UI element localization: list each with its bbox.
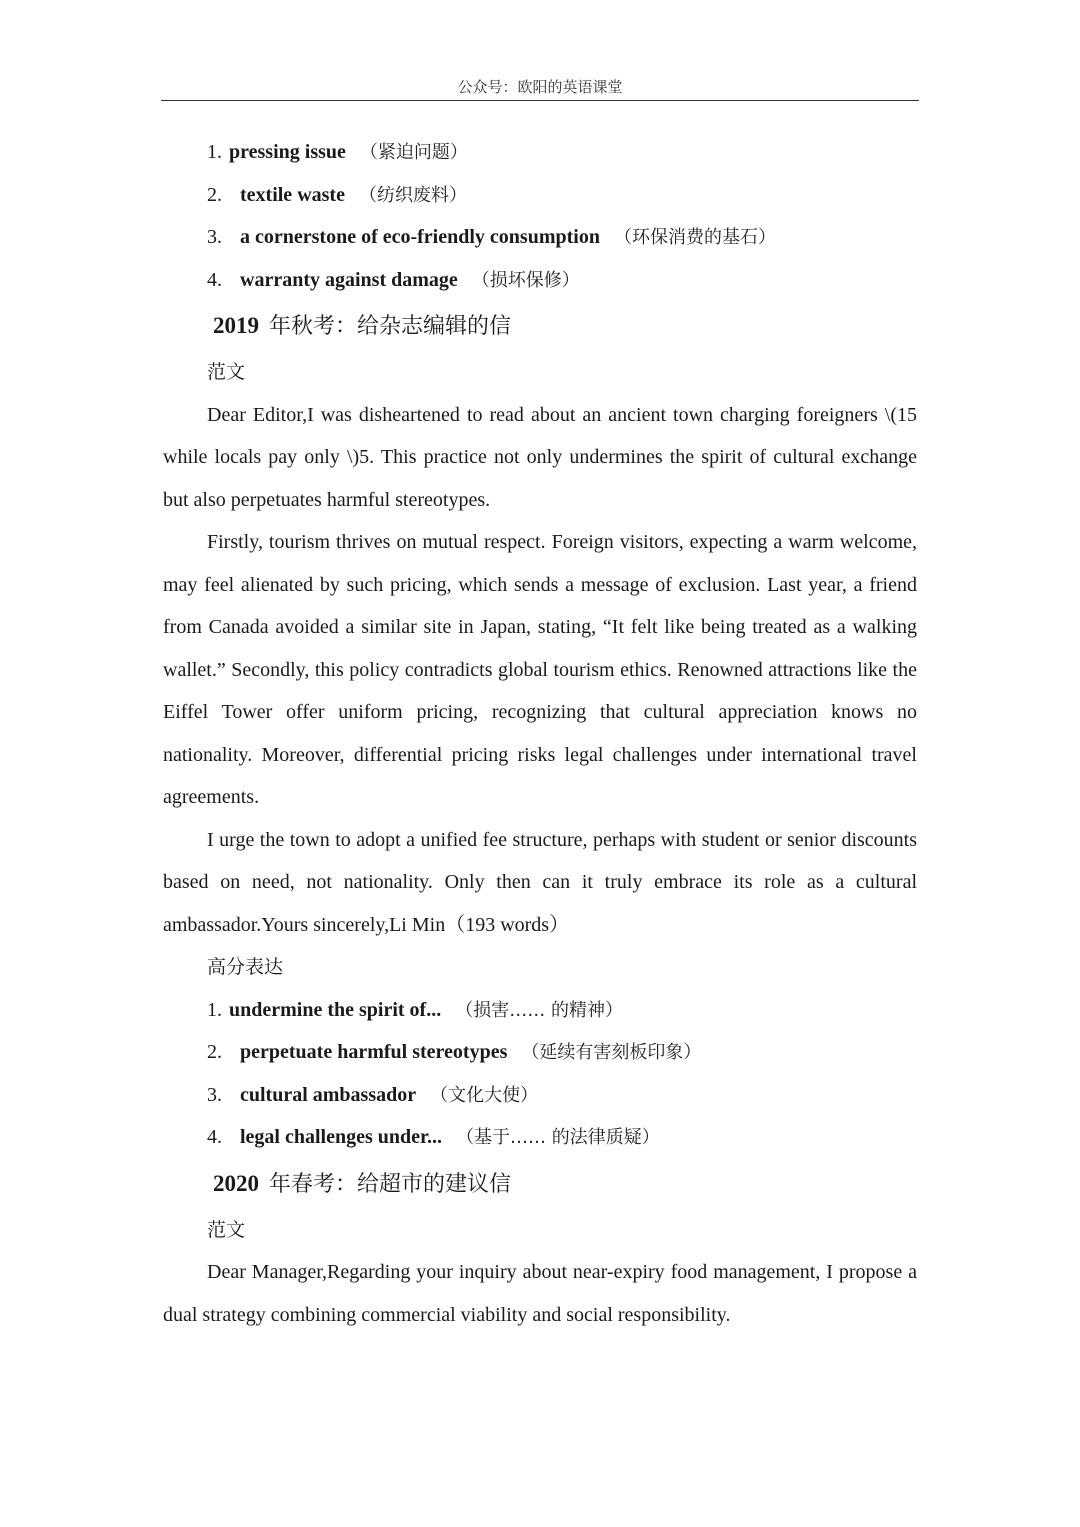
section-title: 年秋考：给杂志编辑的信 — [269, 314, 512, 339]
expressions-list — [163, 989, 917, 1159]
page-header — [161, 76, 919, 101]
list-item — [163, 989, 917, 1032]
item-term: undermine the spirit of... — [229, 998, 442, 1021]
sample-label: 范文 — [207, 361, 246, 383]
item-gloss: （延续有害刻板印象） — [521, 1042, 702, 1063]
item-term: legal challenges under... — [240, 1126, 443, 1148]
sample-label: 范文 — [207, 1218, 246, 1241]
list-item — [163, 1116, 917, 1159]
list-item — [163, 131, 917, 174]
item-gloss: （损坏保修） — [471, 269, 580, 291]
list-item — [163, 174, 917, 217]
document-body — [163, 131, 917, 1336]
item-number: 3. — [207, 226, 222, 248]
item-term: perpetuate harmful stereotypes — [240, 1041, 508, 1063]
item-gloss: （环保消费的基石） — [613, 227, 776, 248]
section-year: 2019 — [213, 313, 259, 338]
section-title: 年春考：给超市的建议信 — [269, 1171, 512, 1197]
section-year: 2020 — [213, 1170, 259, 1196]
list-item — [163, 216, 917, 259]
item-gloss: （紧迫问题） — [359, 142, 468, 163]
essay-paragraph: I urge the town to adopt a unified fee structure, perhaps with student or senior discounts based on need, not nationality. Only then can it truly embrace its role as a cultural ambassador.Yours sincerely,Li Min（193 words） — [163, 828, 917, 936]
item-number: 4. — [207, 1126, 222, 1148]
item-gloss: （基于…… 的法律质疑） — [456, 1127, 660, 1148]
header-text: 公众号：欧阳的英语课堂 — [457, 78, 623, 96]
list-item — [163, 259, 917, 302]
section-heading — [163, 301, 917, 351]
item-term: pressing issue — [229, 141, 346, 163]
item-term: warranty against damage — [240, 268, 458, 291]
section-heading — [163, 1159, 917, 1209]
item-gloss: （纺织废料） — [358, 184, 467, 206]
item-number: 4. — [207, 268, 222, 291]
item-term: a cornerstone of eco-friendly consumption — [240, 226, 600, 248]
item-number: 1. — [207, 141, 222, 163]
item-number: 3. — [207, 1083, 222, 1106]
essay-paragraph: Dear Editor,I was disheartened to read about an ancient town charging foreigners \(15 while locals pay only \)5. This practice not only undermines the spirit of cultural exchange but also perpetuates harmful stereotypes. — [163, 403, 917, 511]
essay-paragraph: Dear Manager,Regarding your inquiry about near-expiry food management, I propose a dual strategy combining commercial viability and social responsibility. — [163, 1261, 917, 1326]
item-term: textile waste — [240, 183, 345, 206]
expressions-label: 高分表达 — [207, 956, 284, 978]
item-gloss: （文化大使） — [430, 1084, 539, 1106]
item-gloss: （损害…… 的精神） — [455, 999, 623, 1021]
list-item — [163, 1074, 917, 1117]
vocabulary-list — [163, 131, 917, 301]
list-item — [163, 1031, 917, 1074]
item-number: 2. — [207, 1041, 222, 1063]
item-number: 2. — [207, 183, 222, 206]
item-number: 1. — [207, 998, 222, 1021]
item-term: cultural ambassador — [240, 1083, 417, 1106]
essay-paragraph: Firstly, tourism thrives on mutual respect. Foreign visitors, expecting a warm welcome, may feel alienated by such pricing, which sends a message of exclusion. Last year, a friend from Canada avoided a similar site in Japan, stating, “It felt like being treated as a walking wallet.” Secondly, this policy contradicts global tourism ethics. Renowned attractions like the Eiffel Tower offer uniform pricing, recognizing that cultural appreciation knows no nationality. Moreover, differential pricing risks legal challenges under international travel agreements. — [163, 531, 917, 808]
